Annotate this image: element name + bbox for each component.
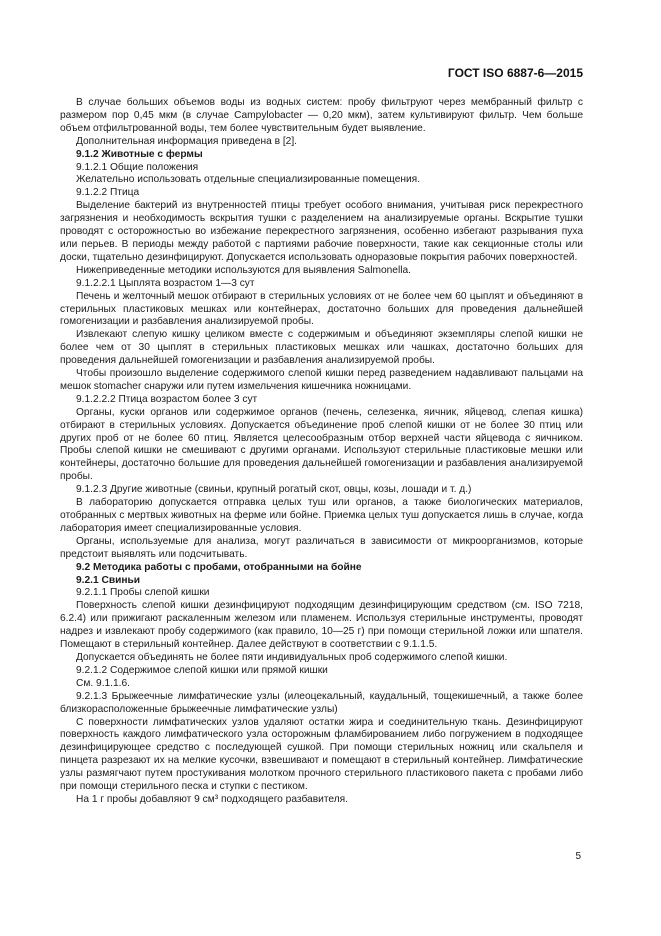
- paragraph: Допускается объединять не более пяти индивидуальных проб содержимого слепой кишки.: [76, 651, 508, 663]
- paragraph: 9.1.2.2.2 Птица возрастом более 3 сут: [76, 393, 258, 405]
- paragraph: 9.1.2.3 Другие животные (свиньи, крупный рогатый скот, овцы, козы, лошади и т. д.): [76, 484, 472, 496]
- paragraph: С поверхности лимфатических узлов удаляют остатки жира и соединительную ткань. Дезинфицируют поверхность каждого лимфатического узла осторожным фламбированием либо погружением в подходящее дезинфицирующее средство с последующей сушкой. При помощи стерильных ножниц или скальпеля и пинцета разрезают их на мелкие кусочки, взвешивают и помещают в стерильный контейнер. Лимфатические узлы размягчают путем простукивания молотком прочного стерильного пластикового пакета с пробами либо при помощи стерильного песка и ступки с пестиком.: [60, 716, 583, 793]
- section-heading: 9.2.1 Свиньи: [76, 574, 141, 586]
- paragraph: Органы, куски органов или содержимое органов (печень, селезенка, яичник, яйцевод, слепая кишка) отбирают в стерильных условиях. Допускается объединение проб слепой кишки от не более 30 птиц или других проб от не более 60 птиц. Является целесообразным отбор верхней части яйцевода с яичником. Пробы слепой кишки не смешивают с другими органами. Используют стерильные пластиковые мешки или контейнеры, достаточно большие для проведения дальнейшей гомогенизации и разбавления анализируемой пробы.: [60, 406, 583, 483]
- document-header: ГОСТ ISO 6887-6—2015: [447, 66, 583, 80]
- paragraph: 9.1.2.1 Общие положения: [76, 161, 199, 173]
- paragraph: Желательно использовать отдельные специализированные помещения.: [76, 174, 421, 186]
- section-heading: 9.1.2 Животные с фермы: [76, 148, 203, 160]
- paragraph: 9.2.1.1 Пробы слепой кишки: [76, 587, 210, 599]
- paragraph: На 1 г пробы добавляют 9 см³ подходящего разбавителя.: [76, 793, 348, 805]
- paragraph: Органы, используемые для анализа, могут различаться в зависимости от микроорганизмов, которые предстоит выявлять или подсчитывать.: [60, 535, 583, 560]
- paragraph: 9.1.2.2.1 Цыплята возрастом 1—3 сут: [76, 277, 255, 289]
- paragraph: См. 9.1.1.6.: [76, 677, 131, 689]
- paragraph: Нижеприведенные методики используются для выявления Salmonella.: [76, 264, 411, 276]
- paragraph: 9.2.1.2 Содержимое слепой кишки или прямой кишки: [76, 664, 328, 676]
- paragraph: Поверхность слепой кишки дезинфицируют подходящим дезинфицирующим средством (см. ISO 7218, 6.2.4) или прижигают раскаленным железом или пламенем. Используя стерильные инструменты, проводят надрез и извлекают пробу содержимого (как правило, 10—25 г) при помощи стерильной ложки или шпателя. Помещают в стерильный контейнер. Далее действуют в соответствии с 9.1.1.5.: [60, 600, 583, 651]
- paragraph: Печень и желточный мешок отбирают в стерильных условиях от не более чем 60 цыплят и объединяют в стерильных пластиковых мешках или контейнерах, достаточно больших для проведения дальнейшей гомогенизации и разбавления анализируемой пробы.: [60, 290, 583, 328]
- paragraph: Чтобы произошло выделение содержимого слепой кишки перед разведением надавливают пальцами на мешок stomacher снаружи или путем измельчения кишечника ножницами.: [60, 368, 583, 392]
- paragraph: Извлекают слепую кишку целиком вместе с содержимым и объединяют экземпляры слепой кишки не более чем от 30 цыплят в стерильных пластиковых мешках или чашках, достаточно больших для проведения дальнейшей гомогенизации и разбавления анализируемой пробы.: [60, 329, 583, 367]
- document-body: [60, 97, 583, 807]
- paragraph: 9.1.2.2 Птица: [76, 187, 140, 199]
- paragraph: Дополнительная информация приведена в [2].: [76, 135, 297, 147]
- paragraph: В случае больших объемов воды из водных систем: пробу фильтруют через мембранный фильтр с размером пор 0,45 мкм (в случае Campylobacter — 0,20 мкм), затем культивируют фильтр. Чем больше объем отфильтрованной воды, тем более чувствительным будет выявление.: [60, 97, 583, 134]
- paragraph: В лабораторию допускается отправка целых туш или органов, а также биологических материалов, отобранных с мертвых животных на ферме или бойне. Приемка целых туш допускается лишь в случае, когда лаборатория имеет специализированные условия.: [60, 497, 583, 534]
- paragraph: Выделение бактерий из внутренностей птицы требует особого внимания, учитывая риск перекрестного загрязнения и необходимость вскрытия тушки с разделением на анализируемые органы. Вскрытие тушки проводят с осторожностью во избежание перекрестного загрязнения, особенно избегают разрывания пуха или перьев. В периоды между работой с партиями рабочие поверхности, такие как секционные столы или доски, тщательно дезинфицируют. Допускается использовать одноразовые покрытия рабочих поверхностей.: [60, 200, 583, 263]
- page-number: 5: [575, 851, 581, 862]
- paragraph: 9.2.1.3 Брыжеечные лимфатические узлы (илеоцекальный, каудальный, тощекишечный, а также более близкорасположенные брыжеечные лимфатические узлы): [60, 690, 583, 715]
- section-heading: 9.2 Методика работы с пробами, отобранными на бойне: [76, 561, 362, 573]
